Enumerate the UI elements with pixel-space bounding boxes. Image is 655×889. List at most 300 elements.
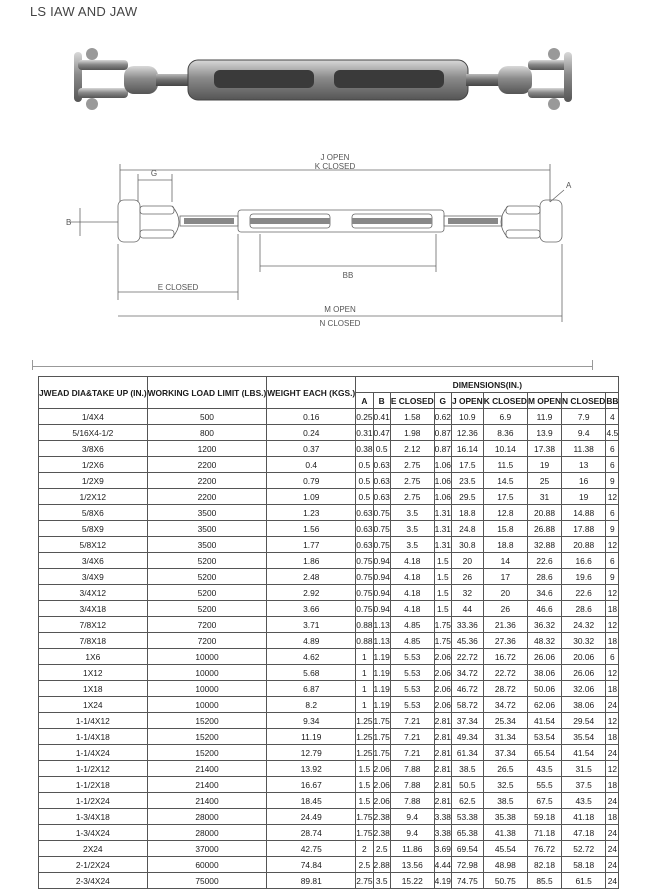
table-cell: 6 <box>606 441 619 457</box>
table-cell: 0.4 <box>267 457 356 473</box>
table-cell: 32 <box>451 585 483 601</box>
table-cell: 0.88 <box>356 633 373 649</box>
table-cell: 1X18 <box>39 681 148 697</box>
label-e-closed: E CLOSED <box>157 283 199 292</box>
table-cell: 16.67 <box>267 777 356 793</box>
table-cell: 72.98 <box>451 857 483 873</box>
header-dim-col: G <box>434 393 451 409</box>
table-cell: 1 <box>356 665 373 681</box>
table-cell: 5.53 <box>390 681 434 697</box>
table-cell: 1.13 <box>373 617 390 633</box>
table-cell: 0.75 <box>356 585 373 601</box>
table-row <box>39 665 619 681</box>
table-cell: 2.92 <box>267 585 356 601</box>
table-cell: 3.5 <box>390 505 434 521</box>
table-cell: 0.75 <box>373 521 390 537</box>
table-cell: 7.21 <box>390 745 434 761</box>
table-cell: 16 <box>562 473 606 489</box>
table-row <box>39 729 619 745</box>
table-cell: 13 <box>562 457 606 473</box>
header-dim-col: A <box>356 393 373 409</box>
table-cell: 2.06 <box>373 761 390 777</box>
table-cell: 2.38 <box>373 809 390 825</box>
table-row <box>39 473 619 489</box>
table-cell: 38.5 <box>451 761 483 777</box>
table-cell: 3.5 <box>373 873 390 889</box>
table-cell: 3500 <box>147 505 267 521</box>
table-cell: 28.6 <box>562 601 606 617</box>
turnbuckle-photo <box>68 36 578 128</box>
table-cell: 28.6 <box>527 569 561 585</box>
table-cell: 1.06 <box>434 473 451 489</box>
left-jaw-photo <box>74 48 158 110</box>
table-cell: 1.5 <box>434 585 451 601</box>
table-cell: 32.5 <box>483 777 527 793</box>
table-cell: 34.72 <box>451 665 483 681</box>
table-cell: 62.5 <box>451 793 483 809</box>
table-cell: 1.56 <box>267 521 356 537</box>
table-cell: 24 <box>606 793 619 809</box>
table-cell: 3.5 <box>390 537 434 553</box>
table-cell: 1.06 <box>434 457 451 473</box>
table-cell: 75000 <box>147 873 267 889</box>
table-cell: 1.5 <box>434 601 451 617</box>
table-cell: 74.84 <box>267 857 356 873</box>
table-row <box>39 697 619 713</box>
table-cell: 2.81 <box>434 745 451 761</box>
table-row <box>39 537 619 553</box>
table-cell: 58.18 <box>562 857 606 873</box>
table-cell: 0.94 <box>373 585 390 601</box>
table-cell: 2.06 <box>434 665 451 681</box>
header-dim-col: B <box>373 393 390 409</box>
table-row <box>39 505 619 521</box>
table-cell: 18 <box>606 601 619 617</box>
table-cell: 47.18 <box>562 825 606 841</box>
table-row <box>39 585 619 601</box>
table-cell: 1.98 <box>390 425 434 441</box>
table-cell: 2.81 <box>434 761 451 777</box>
table-cell: 4.18 <box>390 601 434 617</box>
table-cell: 37.5 <box>562 777 606 793</box>
table-cell: 16.14 <box>451 441 483 457</box>
table-cell: 82.18 <box>527 857 561 873</box>
table-cell: 7/8X12 <box>39 617 148 633</box>
table-cell: 18 <box>606 681 619 697</box>
table-cell: 17.5 <box>451 457 483 473</box>
table-row <box>39 521 619 537</box>
table-cell: 2X24 <box>39 841 148 857</box>
table-cell: 1-3/4X18 <box>39 809 148 825</box>
table-cell: 1.5 <box>356 761 373 777</box>
table-cell: 3.69 <box>434 841 451 857</box>
table-cell: 3/4X9 <box>39 569 148 585</box>
table-cell: 5/8X6 <box>39 505 148 521</box>
table-cell: 0.25 <box>356 409 373 425</box>
table-cell: 2.81 <box>434 713 451 729</box>
header-size: JWEAD DIA&TAKE UP (IN.) <box>39 377 148 409</box>
table-cell: 24.8 <box>451 521 483 537</box>
table-cell: 7.88 <box>390 761 434 777</box>
table-cell: 33.36 <box>451 617 483 633</box>
table-cell: 69.54 <box>451 841 483 857</box>
table-row <box>39 409 619 425</box>
table-cell: 2.12 <box>390 441 434 457</box>
table-cell: 5.53 <box>390 649 434 665</box>
right-jaw-photo <box>498 48 572 110</box>
table-cell: 1.75 <box>373 713 390 729</box>
table-row <box>39 569 619 585</box>
table-row <box>39 745 619 761</box>
header-dimensions: DIMENSIONS(IN.) <box>356 377 619 393</box>
table-cell: 24 <box>606 745 619 761</box>
table-cell: 9 <box>606 521 619 537</box>
table-cell: 2-1/2X24 <box>39 857 148 873</box>
table-cell: 50.5 <box>451 777 483 793</box>
table-row <box>39 713 619 729</box>
dimension-drawing <box>60 140 600 340</box>
table-cell: 1 <box>356 681 373 697</box>
table-cell: 24 <box>606 873 619 889</box>
table-cell: 35.38 <box>483 809 527 825</box>
table-cell: 24 <box>606 857 619 873</box>
table-row <box>39 649 619 665</box>
table-cell: 31 <box>527 489 561 505</box>
table-cell: 1 <box>356 649 373 665</box>
table-cell: 1 <box>356 697 373 713</box>
table-cell: 1.75 <box>434 633 451 649</box>
table-cell: 0.63 <box>356 505 373 521</box>
page-title: LS IAW AND JAW <box>30 4 138 19</box>
table-cell: 59.18 <box>527 809 561 825</box>
table-cell: 26 <box>451 569 483 585</box>
table-cell: 0.63 <box>373 489 390 505</box>
table-cell: 45.54 <box>483 841 527 857</box>
table-cell: 34.6 <box>527 585 561 601</box>
table-cell: 61.5 <box>562 873 606 889</box>
table-cell: 3500 <box>147 521 267 537</box>
table-cell: 19 <box>562 489 606 505</box>
table-cell: 17.38 <box>527 441 561 457</box>
table-cell: 4.85 <box>390 633 434 649</box>
table-cell: 1/2X12 <box>39 489 148 505</box>
table-cell: 34.72 <box>483 697 527 713</box>
table-cell: 3.38 <box>434 825 451 841</box>
table-cell: 38.06 <box>527 665 561 681</box>
table-cell: 0.63 <box>373 473 390 489</box>
table-cell: 1.19 <box>373 649 390 665</box>
table-cell: 1.25 <box>356 745 373 761</box>
table-row <box>39 489 619 505</box>
table-cell: 14.88 <box>562 505 606 521</box>
table-header-row <box>39 377 619 393</box>
table-cell: 12 <box>606 761 619 777</box>
table-cell: 2200 <box>147 457 267 473</box>
table-cell: 2.81 <box>434 777 451 793</box>
table-cell: 1-1/4X12 <box>39 713 148 729</box>
table-cell: 43.5 <box>527 761 561 777</box>
table-cell: 9.4 <box>390 809 434 825</box>
table-row <box>39 793 619 809</box>
table-cell: 0.24 <box>267 425 356 441</box>
header-weight: WEIGHT EACH (KGS.) <box>267 377 356 409</box>
table-cell: 4 <box>606 409 619 425</box>
table-cell: 4.19 <box>434 873 451 889</box>
table-cell: 2.81 <box>434 793 451 809</box>
table-cell: 52.72 <box>562 841 606 857</box>
label-k-closed: K CLOSED <box>314 162 356 171</box>
table-cell: 30.32 <box>562 633 606 649</box>
table-cell: 19 <box>527 457 561 473</box>
table-row <box>39 617 619 633</box>
table-cell: 22.6 <box>562 585 606 601</box>
table-cell: 65.54 <box>527 745 561 761</box>
table-cell: 46.72 <box>451 681 483 697</box>
table-cell: 0.75 <box>356 601 373 617</box>
table-cell: 35.54 <box>562 729 606 745</box>
table-cell: 0.94 <box>373 601 390 617</box>
table-cell: 10.9 <box>451 409 483 425</box>
table-cell: 500 <box>147 409 267 425</box>
table-cell: 1.19 <box>373 697 390 713</box>
table-cell: 27.36 <box>483 633 527 649</box>
divider-tick-right <box>592 360 593 370</box>
table-cell: 0.79 <box>267 473 356 489</box>
specifications-table <box>38 376 619 889</box>
table-cell: 20 <box>483 585 527 601</box>
table-cell: 7/8X18 <box>39 633 148 649</box>
table-cell: 76.72 <box>527 841 561 857</box>
table-cell: 74.75 <box>451 873 483 889</box>
table-cell: 6 <box>606 505 619 521</box>
table-cell: 0.63 <box>356 537 373 553</box>
table-cell: 53.38 <box>451 809 483 825</box>
table-row <box>39 425 619 441</box>
table-cell: 12.79 <box>267 745 356 761</box>
table-cell: 3/4X18 <box>39 601 148 617</box>
table-cell: 89.81 <box>267 873 356 889</box>
table-cell: 0.62 <box>434 409 451 425</box>
table-cell: 6 <box>606 457 619 473</box>
table-cell: 9.4 <box>562 425 606 441</box>
table-cell: 61.34 <box>451 745 483 761</box>
table-cell: 22.72 <box>451 649 483 665</box>
table-cell: 0.47 <box>373 425 390 441</box>
table-cell: 1X6 <box>39 649 148 665</box>
table-cell: 2.06 <box>434 681 451 697</box>
table-cell: 71.18 <box>527 825 561 841</box>
table-cell: 1.75 <box>434 617 451 633</box>
table-cell: 21400 <box>147 761 267 777</box>
table-cell: 0.63 <box>356 521 373 537</box>
table-cell: 1.5 <box>434 569 451 585</box>
table-cell: 5200 <box>147 585 267 601</box>
table-cell: 44 <box>451 601 483 617</box>
table-row <box>39 457 619 473</box>
table-cell: 4.85 <box>390 617 434 633</box>
table-cell: 1/2X6 <box>39 457 148 473</box>
table-cell: 38.06 <box>562 697 606 713</box>
table-cell: 32.88 <box>527 537 561 553</box>
table-cell: 1.5 <box>434 553 451 569</box>
table-cell: 0.87 <box>434 425 451 441</box>
table-cell: 1.09 <box>267 489 356 505</box>
table-cell: 25.34 <box>483 713 527 729</box>
table-cell: 48.32 <box>527 633 561 649</box>
table-cell: 1.19 <box>373 681 390 697</box>
table-cell: 28000 <box>147 809 267 825</box>
table-cell: 30.8 <box>451 537 483 553</box>
table-cell: 31.5 <box>562 761 606 777</box>
table-cell: 1-1/2X24 <box>39 793 148 809</box>
table-cell: 18 <box>606 729 619 745</box>
table-cell: 26.88 <box>527 521 561 537</box>
table-cell: 3.71 <box>267 617 356 633</box>
table-row <box>39 809 619 825</box>
table-cell: 1/4X4 <box>39 409 148 425</box>
table-cell: 18 <box>606 777 619 793</box>
table-cell: 62.06 <box>527 697 561 713</box>
table-cell: 37.34 <box>451 713 483 729</box>
table-cell: 2-3/4X24 <box>39 873 148 889</box>
header-dim-col: E CLOSED <box>390 393 434 409</box>
table-cell: 0.87 <box>434 441 451 457</box>
table-cell: 29.54 <box>562 713 606 729</box>
table-cell: 6.9 <box>483 409 527 425</box>
table-cell: 21400 <box>147 793 267 809</box>
table-cell: 0.5 <box>356 473 373 489</box>
table-cell: 41.18 <box>562 809 606 825</box>
table-row <box>39 761 619 777</box>
table-cell: 18.45 <box>267 793 356 809</box>
table-cell: 14.5 <box>483 473 527 489</box>
table-cell: 13.56 <box>390 857 434 873</box>
table-cell: 1-3/4X24 <box>39 825 148 841</box>
table-cell: 2200 <box>147 473 267 489</box>
table-cell: 6.87 <box>267 681 356 697</box>
table-cell: 3/4X6 <box>39 553 148 569</box>
table-cell: 26 <box>483 601 527 617</box>
table-cell: 26.06 <box>562 665 606 681</box>
table-cell: 4.18 <box>390 585 434 601</box>
table-cell: 1-1/4X24 <box>39 745 148 761</box>
table-cell: 0.75 <box>356 569 373 585</box>
table-cell: 38.5 <box>483 793 527 809</box>
table-cell: 2.06 <box>434 649 451 665</box>
table-cell: 0.16 <box>267 409 356 425</box>
table-cell: 29.5 <box>451 489 483 505</box>
table-cell: 7200 <box>147 633 267 649</box>
label-n-closed: N CLOSED <box>319 319 361 328</box>
section-divider <box>32 366 592 367</box>
table-cell: 12 <box>606 665 619 681</box>
table-cell: 50.75 <box>483 873 527 889</box>
header-dim-col: BB <box>606 393 619 409</box>
table-cell: 1-1/2X18 <box>39 777 148 793</box>
table-cell: 18.8 <box>483 537 527 553</box>
table-cell: 22.72 <box>483 665 527 681</box>
table-cell: 3/4X12 <box>39 585 148 601</box>
table-cell: 46.6 <box>527 601 561 617</box>
table-cell: 21.36 <box>483 617 527 633</box>
table-cell: 24 <box>606 697 619 713</box>
table-cell: 37.34 <box>483 745 527 761</box>
table-cell: 2.81 <box>434 729 451 745</box>
table-cell: 2200 <box>147 489 267 505</box>
table-cell: 2.75 <box>390 457 434 473</box>
table-cell: 9.34 <box>267 713 356 729</box>
table-cell: 24 <box>606 841 619 857</box>
table-cell: 2.5 <box>356 857 373 873</box>
table-cell: 14 <box>483 553 527 569</box>
table-cell: 1.06 <box>434 489 451 505</box>
table-cell: 8.36 <box>483 425 527 441</box>
table-cell: 1.75 <box>373 745 390 761</box>
table-cell: 4.89 <box>267 633 356 649</box>
table-cell: 0.75 <box>373 537 390 553</box>
table-cell: 10000 <box>147 649 267 665</box>
table-cell: 7.21 <box>390 729 434 745</box>
table-cell: 7200 <box>147 617 267 633</box>
table-cell: 1.5 <box>356 777 373 793</box>
table-cell: 1.77 <box>267 537 356 553</box>
table-cell: 22.6 <box>527 553 561 569</box>
table-cell: 0.38 <box>356 441 373 457</box>
table-cell: 15200 <box>147 713 267 729</box>
table-cell: 0.63 <box>373 457 390 473</box>
table-cell: 43.5 <box>562 793 606 809</box>
table-cell: 0.5 <box>356 489 373 505</box>
table-row <box>39 681 619 697</box>
table-cell: 7.9 <box>562 409 606 425</box>
table-cell: 15200 <box>147 745 267 761</box>
table-cell: 9.4 <box>390 825 434 841</box>
table-cell: 13.92 <box>267 761 356 777</box>
table-cell: 28000 <box>147 825 267 841</box>
table-cell: 18 <box>606 633 619 649</box>
table-cell: 1.58 <box>390 409 434 425</box>
label-bb: BB <box>342 271 354 280</box>
table-cell: 0.5 <box>373 441 390 457</box>
table-cell: 21400 <box>147 777 267 793</box>
table-cell: 41.54 <box>527 713 561 729</box>
table-cell: 0.75 <box>373 505 390 521</box>
table-cell: 1.31 <box>434 521 451 537</box>
table-cell: 2.06 <box>434 697 451 713</box>
table-row <box>39 601 619 617</box>
table-cell: 24 <box>606 825 619 841</box>
label-m-open: M OPEN <box>324 305 356 314</box>
table-cell: 5.68 <box>267 665 356 681</box>
table-cell: 3.38 <box>434 809 451 825</box>
table-cell: 28.72 <box>483 681 527 697</box>
table-cell: 11.5 <box>483 457 527 473</box>
header-dim-col: K CLOSED <box>483 393 527 409</box>
table-cell: 1.19 <box>373 665 390 681</box>
table-row <box>39 777 619 793</box>
table-cell: 16.6 <box>562 553 606 569</box>
table-cell: 20.88 <box>527 505 561 521</box>
header-dim-col: N CLOSED <box>562 393 606 409</box>
table-cell: 1-1/2X12 <box>39 761 148 777</box>
table-cell: 12 <box>606 537 619 553</box>
table-cell: 31.34 <box>483 729 527 745</box>
table-cell: 16.72 <box>483 649 527 665</box>
table-cell: 11.86 <box>390 841 434 857</box>
table-row <box>39 841 619 857</box>
table-cell: 41.54 <box>562 745 606 761</box>
table-cell: 1.25 <box>356 713 373 729</box>
